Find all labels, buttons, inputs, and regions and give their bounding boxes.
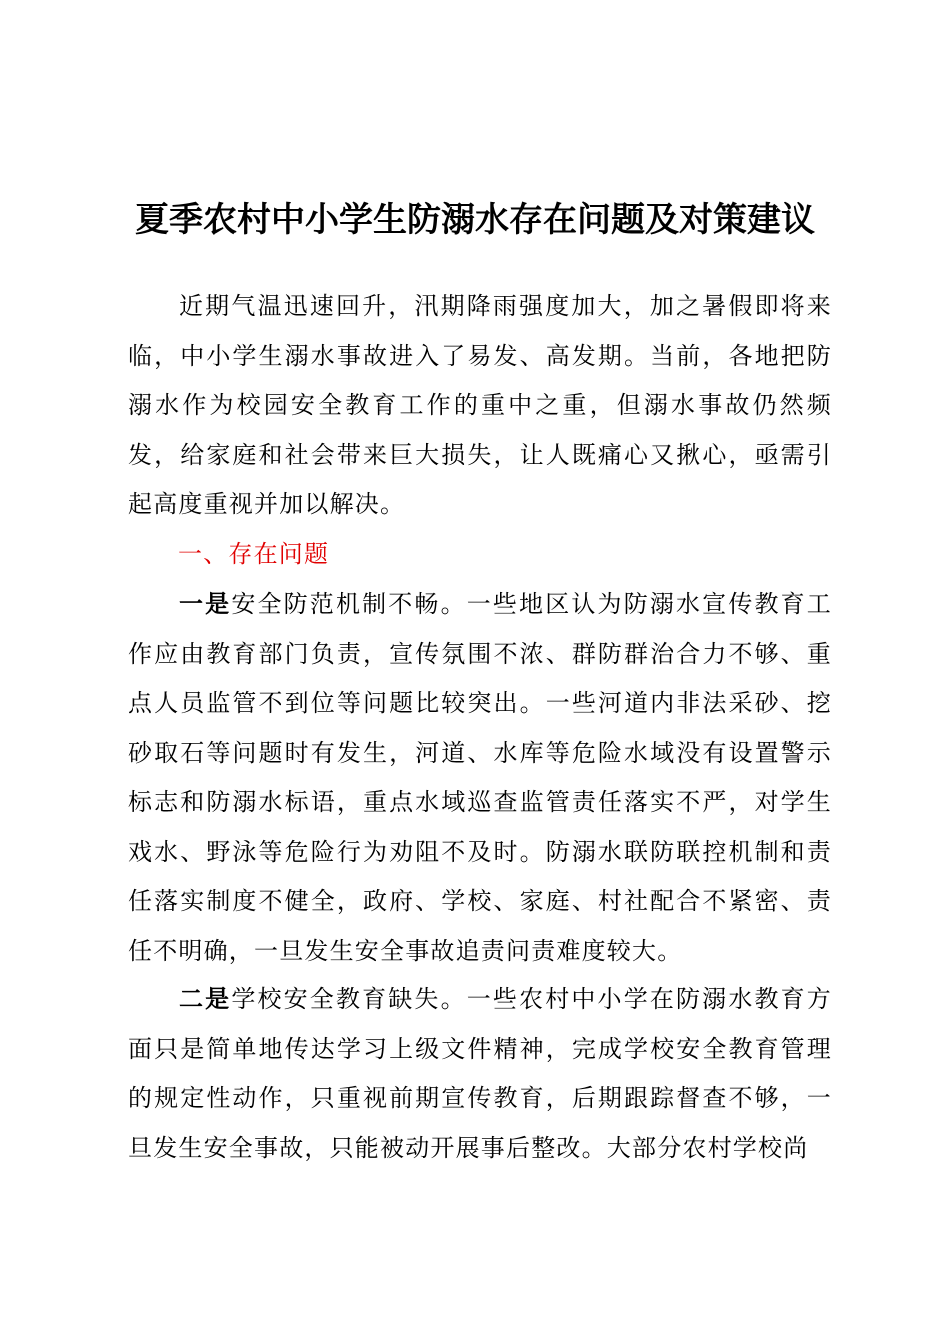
item-lead-label: 二是 [179,985,232,1013]
item-text: 学校安全教育缺失。一些农村中小学在防溺水教育方面只是简单地传达学习上级文件精神，完成学校安全教育管理的规定性动作，只重视前期宣传教育，后期跟踪督查不够，一旦发生安全事故，只能被动开展事后整改。大部分农村学校尚 [128,985,832,1162]
problem-item-1 [128,580,832,976]
problem-item-2 [128,975,832,1173]
intro-paragraph: 近期气温迅速回升，汛期降雨强度加大，加之暑假即将来临，中小学生溺水事故进入了易发、高发期。当前，各地把防溺水作为校园安全教育工作的重中之重，但溺水事故仍然频发，给家庭和社会带来巨大损失，让人既痛心又揪心，亟需引起高度重视并加以解决。 [128,292,832,518]
section-heading-problems: 一、存在问题 [178,540,330,568]
item-text: 安全防范机制不畅。一些地区认为防溺水宣传教育工作应由教育部门负责，宣传氛围不浓、群防群治合力不够、重点人员监管不到位等问题比较突出。一些河道内非法采砂、挖砂取石等问题时有发生，河道、水库等危险水域没有设置警示标志和防溺水标语，重点水域巡查监管责任落实不严，对学生戏水、野泳等危险行为劝阻不及时。防溺水联防联控机制和责任落实制度不健全，政府、学校、家庭、村社配合不紧密、责任不明确，一旦发生安全事故追责问责难度较大。 [128,590,832,965]
document-title: 夏季农村中小学生防溺水存在问题及对策建议 [135,200,815,240]
item-lead-label: 一是 [179,590,232,618]
